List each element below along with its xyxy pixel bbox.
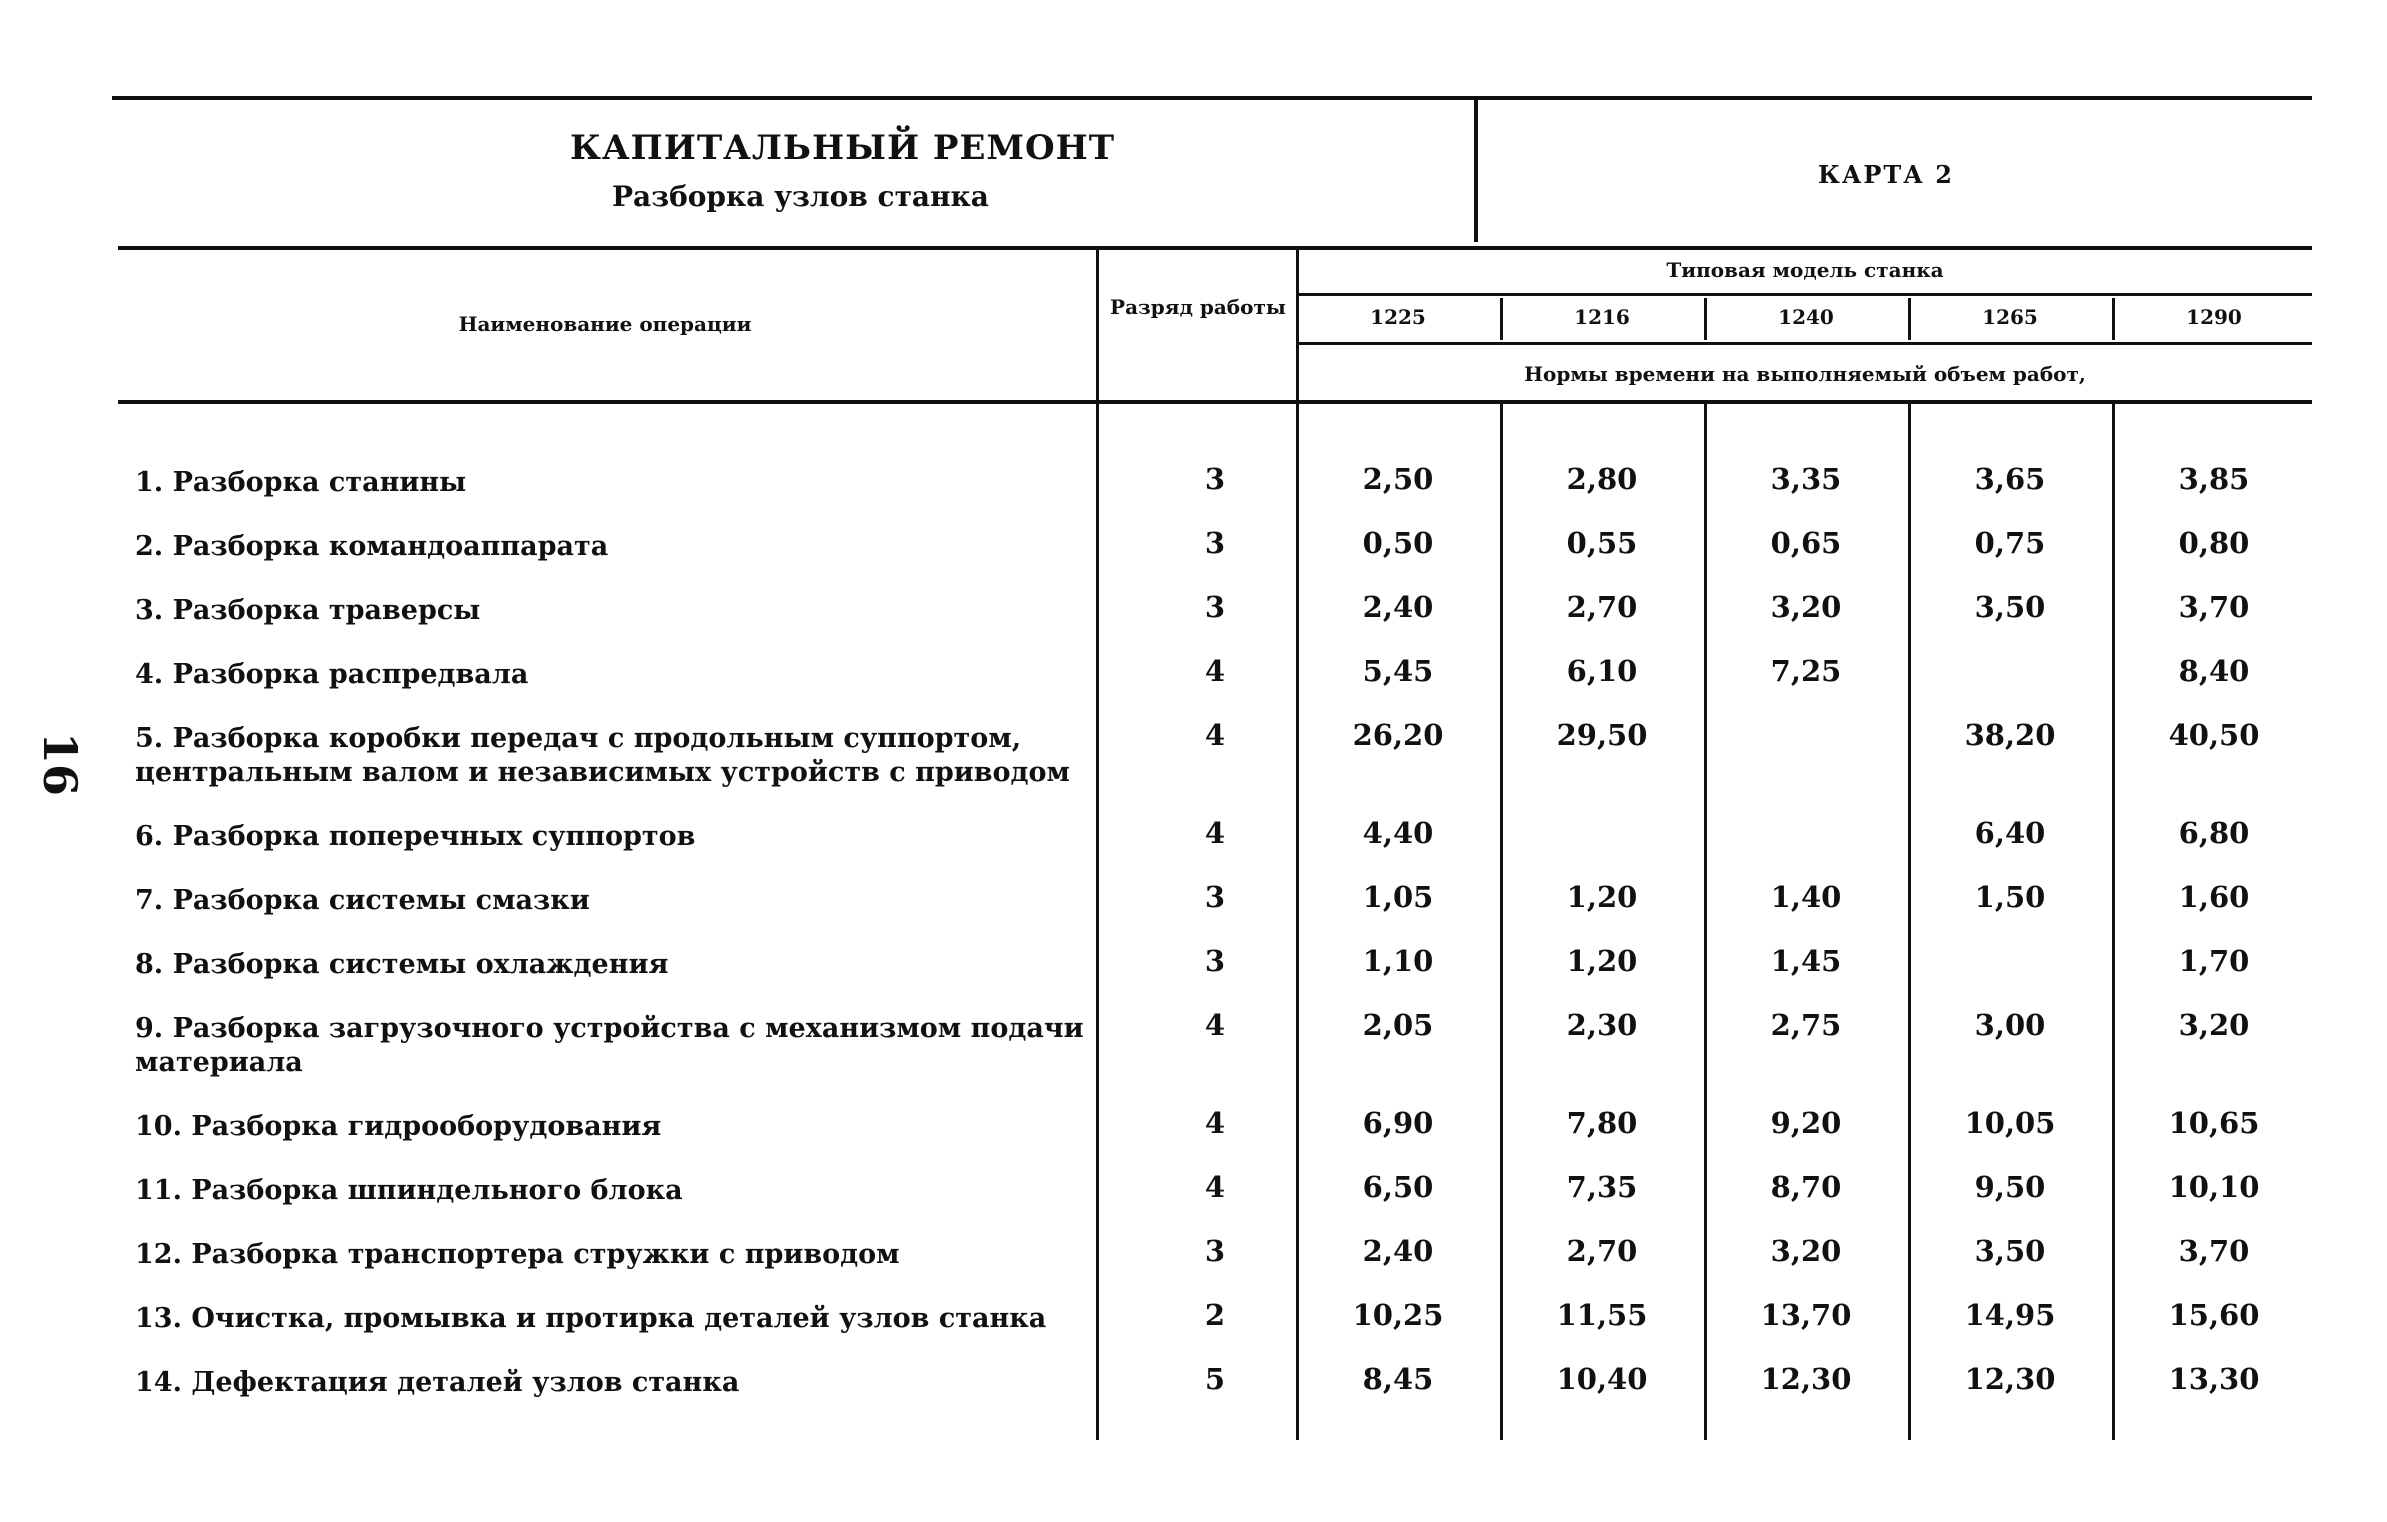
table-row-operation: 1. Разборка станины <box>135 467 467 498</box>
table-cell: 3,85 <box>2178 462 2250 496</box>
table-cell: 26,20 <box>1352 718 1444 752</box>
table-cell: 3,50 <box>1974 590 2046 624</box>
table-cell: 6,90 <box>1362 1106 1434 1140</box>
table-cell: 6,10 <box>1566 654 1638 688</box>
table-cell: 3,70 <box>2178 1234 2250 1268</box>
model-header-1216: 1216 <box>1574 305 1630 329</box>
column-header-grade: Разряд работы <box>1110 295 1286 319</box>
table-cell: 13,70 <box>1760 1298 1852 1332</box>
table-row-grade: 3 <box>1204 880 1226 914</box>
table-cell: 6,80 <box>2178 816 2250 850</box>
page-subtitle: Разборка узлов станка <box>612 180 989 213</box>
page-title: КАПИТАЛЬНЫЙ РЕМОНТ <box>570 128 1116 168</box>
table-cell: 1,60 <box>2178 880 2250 914</box>
table-cell: 10,65 <box>2168 1106 2260 1140</box>
model-sep <box>1908 298 1911 340</box>
table-cell: 2,30 <box>1566 1008 1638 1042</box>
table-cell: 9,50 <box>1974 1170 2046 1204</box>
table-cell: 2,70 <box>1566 590 1638 624</box>
model-sep <box>2112 298 2115 340</box>
header-bottom-rule <box>118 400 2312 404</box>
table-cell: 3,00 <box>1974 1008 2046 1042</box>
table-cell: 2,80 <box>1566 462 1638 496</box>
table-cell: 29,50 <box>1556 718 1648 752</box>
top-rule <box>112 96 2312 100</box>
table-row-operation: 4. Разборка распредвала <box>135 659 529 690</box>
table-cell: 11,55 <box>1556 1298 1648 1332</box>
table-cell: 2,40 <box>1362 590 1434 624</box>
table-row-operation: 9. Разборка загрузочного устройства с механизмом подачи материала <box>135 1013 1084 1078</box>
page-number: 16 <box>33 732 87 797</box>
table-cell: 0,55 <box>1566 526 1638 560</box>
table-cell: 3,35 <box>1770 462 1842 496</box>
table-cell: 6,40 <box>1974 816 2046 850</box>
table-cell: 1,45 <box>1770 944 1842 978</box>
table-row-operation: 5. Разборка коробки передач с продольным суппортом, центральным валом и независимых устройств с приводом <box>135 723 1070 788</box>
model-header-1265: 1265 <box>1982 305 2038 329</box>
table-cell: 2,75 <box>1770 1008 1842 1042</box>
table-row-grade: 4 <box>1204 654 1226 688</box>
table-cell: 0,80 <box>2178 526 2250 560</box>
table-cell: 3,20 <box>1770 590 1842 624</box>
table-cell: 1,20 <box>1566 944 1638 978</box>
table-cell: 38,20 <box>1964 718 2056 752</box>
table-cell: 3,20 <box>2178 1008 2250 1042</box>
table-row-operation: 3. Разборка траверсы <box>135 595 481 626</box>
table-cell: 1,50 <box>1974 880 2046 914</box>
table-cell: 1,05 <box>1362 880 1434 914</box>
table-cell: 0,75 <box>1974 526 2046 560</box>
table-row-operation: 8. Разборка системы охлаждения <box>135 949 669 980</box>
table-cell: 1,70 <box>2178 944 2250 978</box>
table-row-operation: 2. Разборка командоаппарата <box>135 531 609 562</box>
table-row-grade: 4 <box>1204 1106 1226 1140</box>
table-cell: 12,30 <box>1964 1362 2056 1396</box>
table-row-operation: 11. Разборка шпиндельного блока <box>135 1175 683 1206</box>
norms-header: Нормы времени на выполняемый объем работ, <box>1524 362 2086 386</box>
table-row-operation: 12. Разборка транспортера стружки с приводом <box>135 1239 900 1270</box>
table-cell: 2,05 <box>1362 1008 1434 1042</box>
table-row-operation: 14. Дефектация деталей узлов станка <box>135 1367 740 1398</box>
model-header-1290: 1290 <box>2186 305 2242 329</box>
table-cell: 3,50 <box>1974 1234 2046 1268</box>
table-cell: 8,45 <box>1362 1362 1434 1396</box>
table-cell: 1,20 <box>1566 880 1638 914</box>
models-bottom-rule <box>1298 342 2312 345</box>
model-group-rule <box>1298 293 2312 296</box>
table-row-grade: 3 <box>1204 590 1226 624</box>
table-row-grade: 4 <box>1204 1008 1226 1042</box>
table-row-grade: 4 <box>1204 816 1226 850</box>
table-cell: 0,65 <box>1770 526 1842 560</box>
title-divider <box>1474 100 1478 242</box>
table-cell: 15,60 <box>2168 1298 2260 1332</box>
table-cell: 2,50 <box>1362 462 1434 496</box>
model-header-1240: 1240 <box>1778 305 1834 329</box>
table-cell: 10,10 <box>2168 1170 2260 1204</box>
table-row-operation: 13. Очистка, промывка и протирка деталей узлов станка <box>135 1303 1047 1334</box>
col-rule-operation <box>1096 250 1099 1440</box>
table-row-grade: 3 <box>1204 944 1226 978</box>
table-cell: 10,05 <box>1964 1106 2056 1140</box>
table-cell: 3,70 <box>2178 590 2250 624</box>
table-row-grade: 5 <box>1204 1362 1226 1396</box>
table-cell: 3,20 <box>1770 1234 1842 1268</box>
table-row-operation: 7. Разборка системы смазки <box>135 885 590 916</box>
table-row-grade: 3 <box>1204 1234 1226 1268</box>
table-cell: 3,65 <box>1974 462 2046 496</box>
column-header-operation: Наименование операции <box>458 312 752 336</box>
table-cell: 10,25 <box>1352 1298 1444 1332</box>
table-row-grade: 3 <box>1204 526 1226 560</box>
model-sep <box>1500 298 1503 340</box>
table-cell: 8,40 <box>2178 654 2250 688</box>
model-header-1225: 1225 <box>1370 305 1426 329</box>
table-cell: 2,70 <box>1566 1234 1638 1268</box>
table-cell: 1,40 <box>1770 880 1842 914</box>
table-cell: 13,30 <box>2168 1362 2260 1396</box>
table-cell: 5,45 <box>1362 654 1434 688</box>
table-cell: 7,80 <box>1566 1106 1638 1140</box>
table-cell: 1,10 <box>1362 944 1434 978</box>
table-row-grade: 2 <box>1204 1298 1226 1332</box>
table-row-operation: 10. Разборка гидрооборудования <box>135 1111 662 1142</box>
table-cell: 14,95 <box>1964 1298 2056 1332</box>
table-cell: 7,35 <box>1566 1170 1638 1204</box>
table-cell: 8,70 <box>1770 1170 1842 1204</box>
table-cell: 10,40 <box>1556 1362 1648 1396</box>
table-cell: 7,25 <box>1770 654 1842 688</box>
column-header-model-group: Типовая модель станка <box>1666 258 1944 282</box>
table-cell: 4,40 <box>1362 816 1434 850</box>
table-row-grade: 4 <box>1204 718 1226 752</box>
table-row-operation: 6. Разборка поперечных суппортов <box>135 821 696 852</box>
table-cell: 6,50 <box>1362 1170 1434 1204</box>
model-sep <box>1704 298 1707 340</box>
header-top-rule <box>118 246 2312 250</box>
table-cell: 0,50 <box>1362 526 1434 560</box>
table-row-grade: 3 <box>1204 462 1226 496</box>
table-cell: 9,20 <box>1770 1106 1842 1140</box>
table-row-grade: 4 <box>1204 1170 1226 1204</box>
table-cell: 2,40 <box>1362 1234 1434 1268</box>
table-cell: 12,30 <box>1760 1362 1852 1396</box>
table-cell: 40,50 <box>2168 718 2260 752</box>
card-label: КАРТА 2 <box>1818 160 1954 189</box>
